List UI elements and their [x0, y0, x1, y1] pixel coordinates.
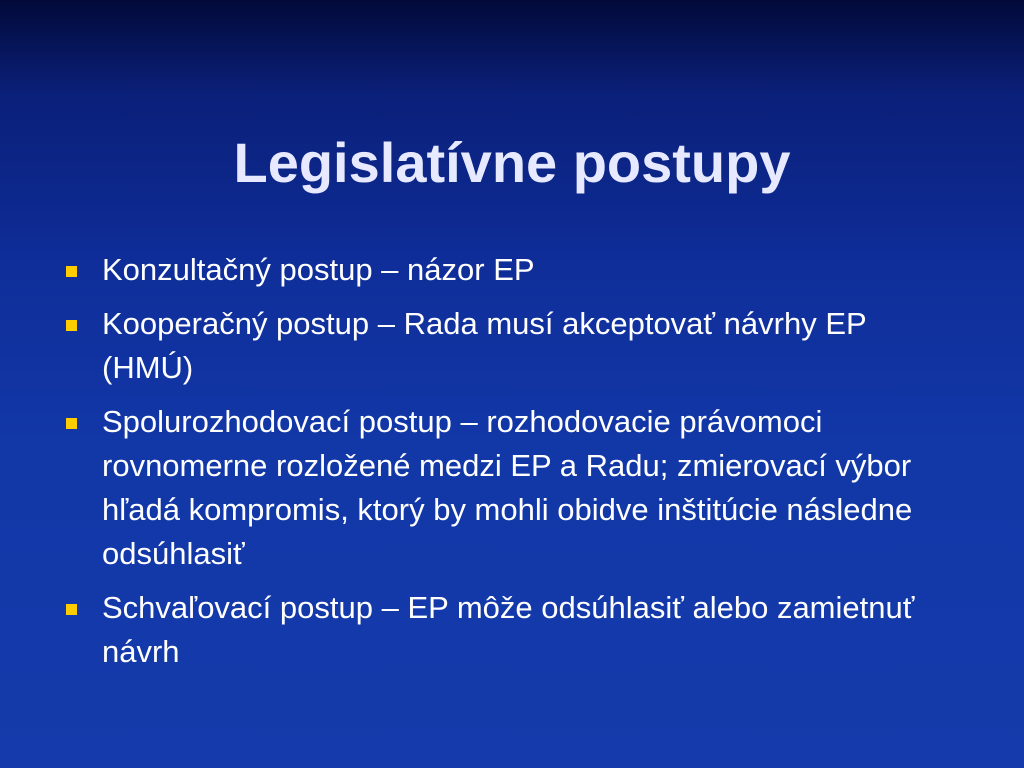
slide-title: Legislatívne postupy — [233, 131, 791, 194]
bullet-text: Spolurozhodovací postup – rozhodovacie právomoci rovnomerne rozložené medzi EP a Radu; zmierovací výbor hľadá kompromis, ktorý by mohli obidve inštitúcie následne odsúhlasiť — [102, 404, 913, 571]
square-bullet-icon — [66, 418, 77, 429]
list-item — [62, 248, 962, 292]
list-item — [62, 400, 962, 576]
bullet-list — [62, 248, 962, 684]
square-bullet-icon — [66, 320, 77, 331]
bullet-text: Schvaľovací postup – EP môže odsúhlasiť alebo zamietnuť návrh — [102, 590, 915, 669]
list-item — [62, 586, 962, 674]
list-item — [62, 302, 962, 390]
square-bullet-icon — [66, 604, 77, 615]
bullet-text: Kooperačný postup – Rada musí akceptovať návrhy EP (HMÚ) — [102, 306, 867, 385]
square-bullet-icon — [66, 266, 77, 277]
bullet-text: Konzultačný postup – názor EP — [102, 252, 535, 287]
